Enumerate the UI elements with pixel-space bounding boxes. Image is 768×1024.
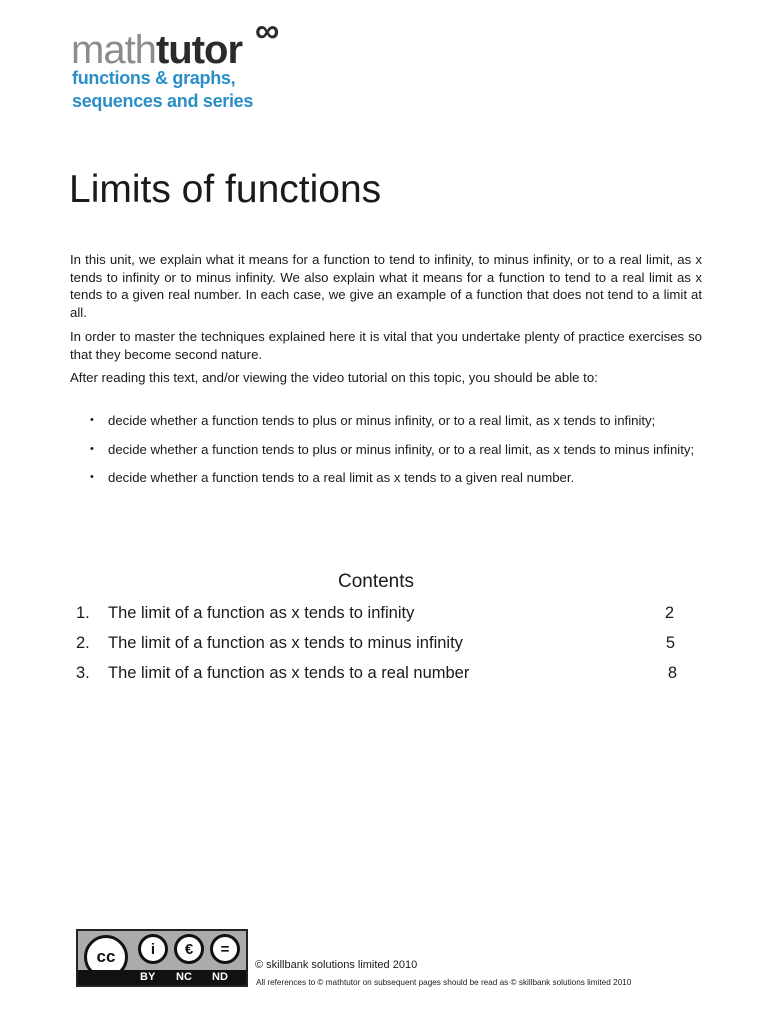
attribution-icon: i bbox=[138, 934, 168, 964]
toc-number: 1. bbox=[76, 604, 90, 622]
copyright-notice: © skillbank solutions limited 2010 bbox=[255, 959, 418, 971]
toc-title: The limit of a function as x tends to minus infinity bbox=[108, 634, 463, 652]
objectives-list bbox=[90, 412, 702, 498]
list-item bbox=[90, 469, 702, 487]
intro-section bbox=[70, 251, 702, 393]
intro-paragraph-2: In order to master the techniques explained here it is vital that you undertake plenty of practice exercises so that they become second nature. bbox=[70, 328, 702, 362]
toc-entry[interactable] bbox=[76, 631, 682, 655]
toc-page-number: 2 bbox=[664, 604, 674, 622]
page-title: Limits of functions bbox=[69, 168, 382, 211]
license-label-nc: NC bbox=[176, 971, 192, 983]
objective-text: decide whether a function tends to a real limit as x tends to a given real number. bbox=[108, 470, 575, 486]
cc-icon: cc bbox=[84, 935, 128, 979]
mathtutor-logo bbox=[71, 12, 311, 117]
logo-wordmark bbox=[71, 30, 242, 70]
objective-text: decide whether a function tends to plus or minus infinity, or to a real limit, as x tends to infinity; bbox=[108, 413, 656, 428]
intro-paragraph-1: In this unit, we explain what it means for a function to tend to infinity, to minus infinity, or to a real limit, as x tends to infinity or to minus infinity. We also explain what it means for a function to tend to a real limit as x tends to a given real number. In each case, we give an example of a function that does not tend to a limit at all. bbox=[70, 252, 702, 321]
bullet-icon: • bbox=[90, 471, 94, 484]
license-label-nd: ND bbox=[212, 971, 228, 983]
logo-subtitle-line1: functions & graphs, bbox=[72, 68, 236, 88]
toc-page-number: 8 bbox=[667, 664, 677, 682]
toc-number: 3. bbox=[76, 664, 90, 682]
license-label-by: BY bbox=[140, 971, 156, 983]
toc-entry[interactable] bbox=[76, 601, 682, 625]
creative-commons-badge[interactable] bbox=[76, 929, 248, 987]
logo-word-tutor: tutor bbox=[155, 28, 243, 72]
intro-paragraph-3: After reading this text, and/or viewing the video tutorial on this topic, you should be able to: bbox=[70, 370, 598, 386]
license-strip bbox=[78, 970, 246, 985]
contents-heading: Contents bbox=[337, 571, 415, 592]
logo-word-math: math bbox=[71, 28, 156, 72]
list-item bbox=[90, 441, 702, 459]
toc-title: The limit of a function as x tends to infinity bbox=[108, 604, 415, 622]
objective-text: decide whether a function tends to plus or minus infinity, or to a real limit, as x tends to minus infinity; bbox=[108, 441, 695, 457]
toc-page-number: 5 bbox=[665, 634, 675, 652]
toc-number: 2. bbox=[76, 634, 90, 652]
infinity-icon: ∞ bbox=[255, 12, 280, 50]
toc-entry[interactable] bbox=[76, 661, 682, 685]
bullet-icon: • bbox=[90, 414, 94, 426]
toc-title: The limit of a function as x tends to a real number bbox=[108, 664, 470, 682]
logo-subtitle-line2: sequences and series bbox=[72, 91, 254, 111]
list-item bbox=[90, 412, 702, 430]
noncommercial-icon: € bbox=[174, 934, 204, 964]
references-notice: All references to © mathtutor on subsequent pages should be read as © skillbank solutions limited 2010 bbox=[256, 978, 632, 987]
bullet-icon: • bbox=[90, 442, 94, 455]
noderivatives-icon: = bbox=[210, 934, 240, 964]
